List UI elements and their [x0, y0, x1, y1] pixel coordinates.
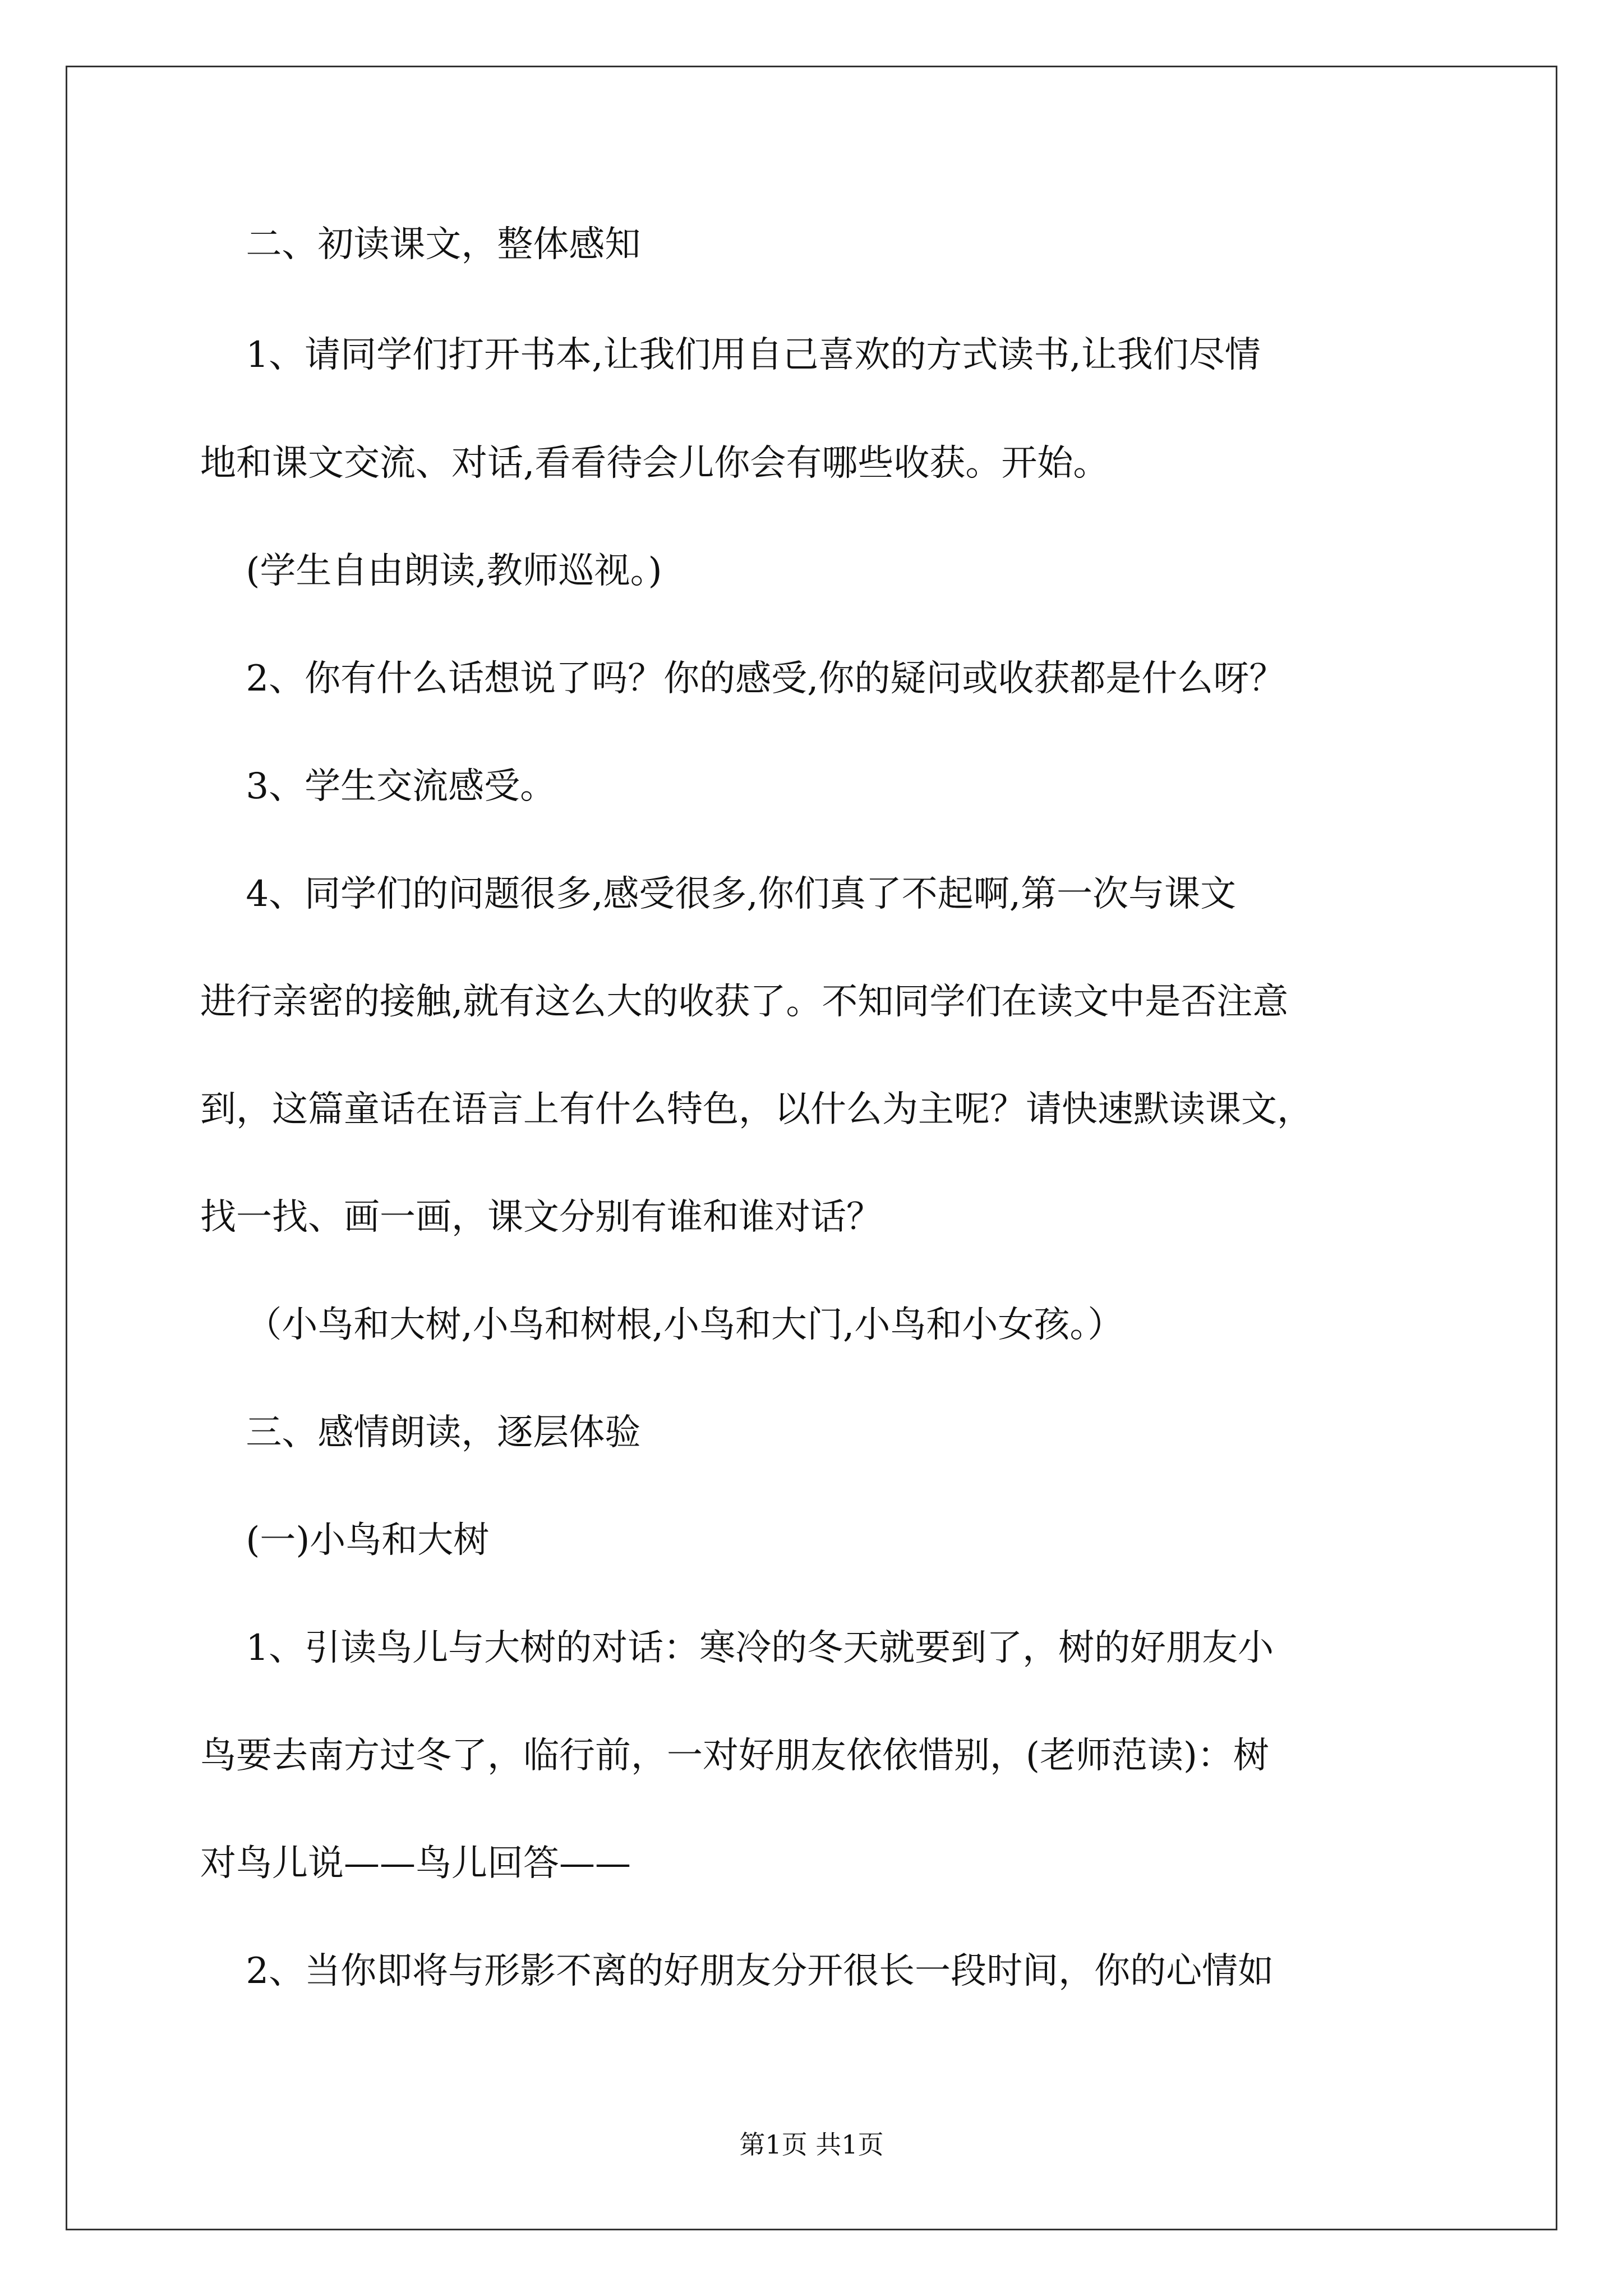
subheading: (一)小鸟和大树: [200, 1520, 490, 1561]
paragraph-line: 对鸟儿说——鸟儿回答——: [200, 1843, 631, 1884]
paragraph-line: （小鸟和大树,小鸟和树根,小鸟和大门,小鸟和小女孩。）: [200, 1304, 1124, 1346]
paragraph-line: 1、请同学们打开书本,让我们用自己喜欢的方式读书,让我们尽情: [200, 334, 1261, 376]
paragraph-line: 2、你有什么话想说了吗？你的感受,你的疑问或收获都是什么呀？: [200, 658, 1285, 700]
paragraph-line: 进行亲密的接触,就有这么大的收获了。不知同学们在读文中是否注意: [200, 981, 1289, 1023]
paragraph-line: 2、当你即将与形影不离的好朋友分开很长一段时间，你的心情如: [200, 1950, 1274, 1992]
page-footer: 第1页 共1页: [739, 2129, 884, 2160]
paragraph-line: 地和课文交流、对话,看看待会儿你会有哪些收获。开始。: [200, 443, 1109, 484]
paragraph-line: 3、学生交流感受。: [200, 766, 556, 807]
paragraph-line: (学生自由朗读,教师巡视。): [200, 550, 662, 592]
paragraph-line: 鸟要去南方过冬了，临行前，一对好朋友依依惜别，(老师范读)：树: [200, 1735, 1269, 1777]
paragraph-line: 找一找、画一画，课文分别有谁和谁对话？: [200, 1197, 882, 1238]
page-border: [66, 66, 1557, 2230]
heading-section-3: 三、感情朗读，逐层体验: [200, 1412, 641, 1453]
heading-section-2: 二、初读课文，整体感知: [200, 224, 641, 265]
paragraph-line: 到，这篇童话在语言上有什么特色，以什么为主呢？请快速默读课文，: [200, 1089, 1313, 1130]
paragraph-line: 4、同学们的问题很多,感受很多,你们真了不起啊,第一次与课文: [200, 873, 1237, 915]
paragraph-line: 1、引读鸟儿与大树的对话：寒冷的冬天就要到了，树的好朋友小: [200, 1627, 1274, 1669]
